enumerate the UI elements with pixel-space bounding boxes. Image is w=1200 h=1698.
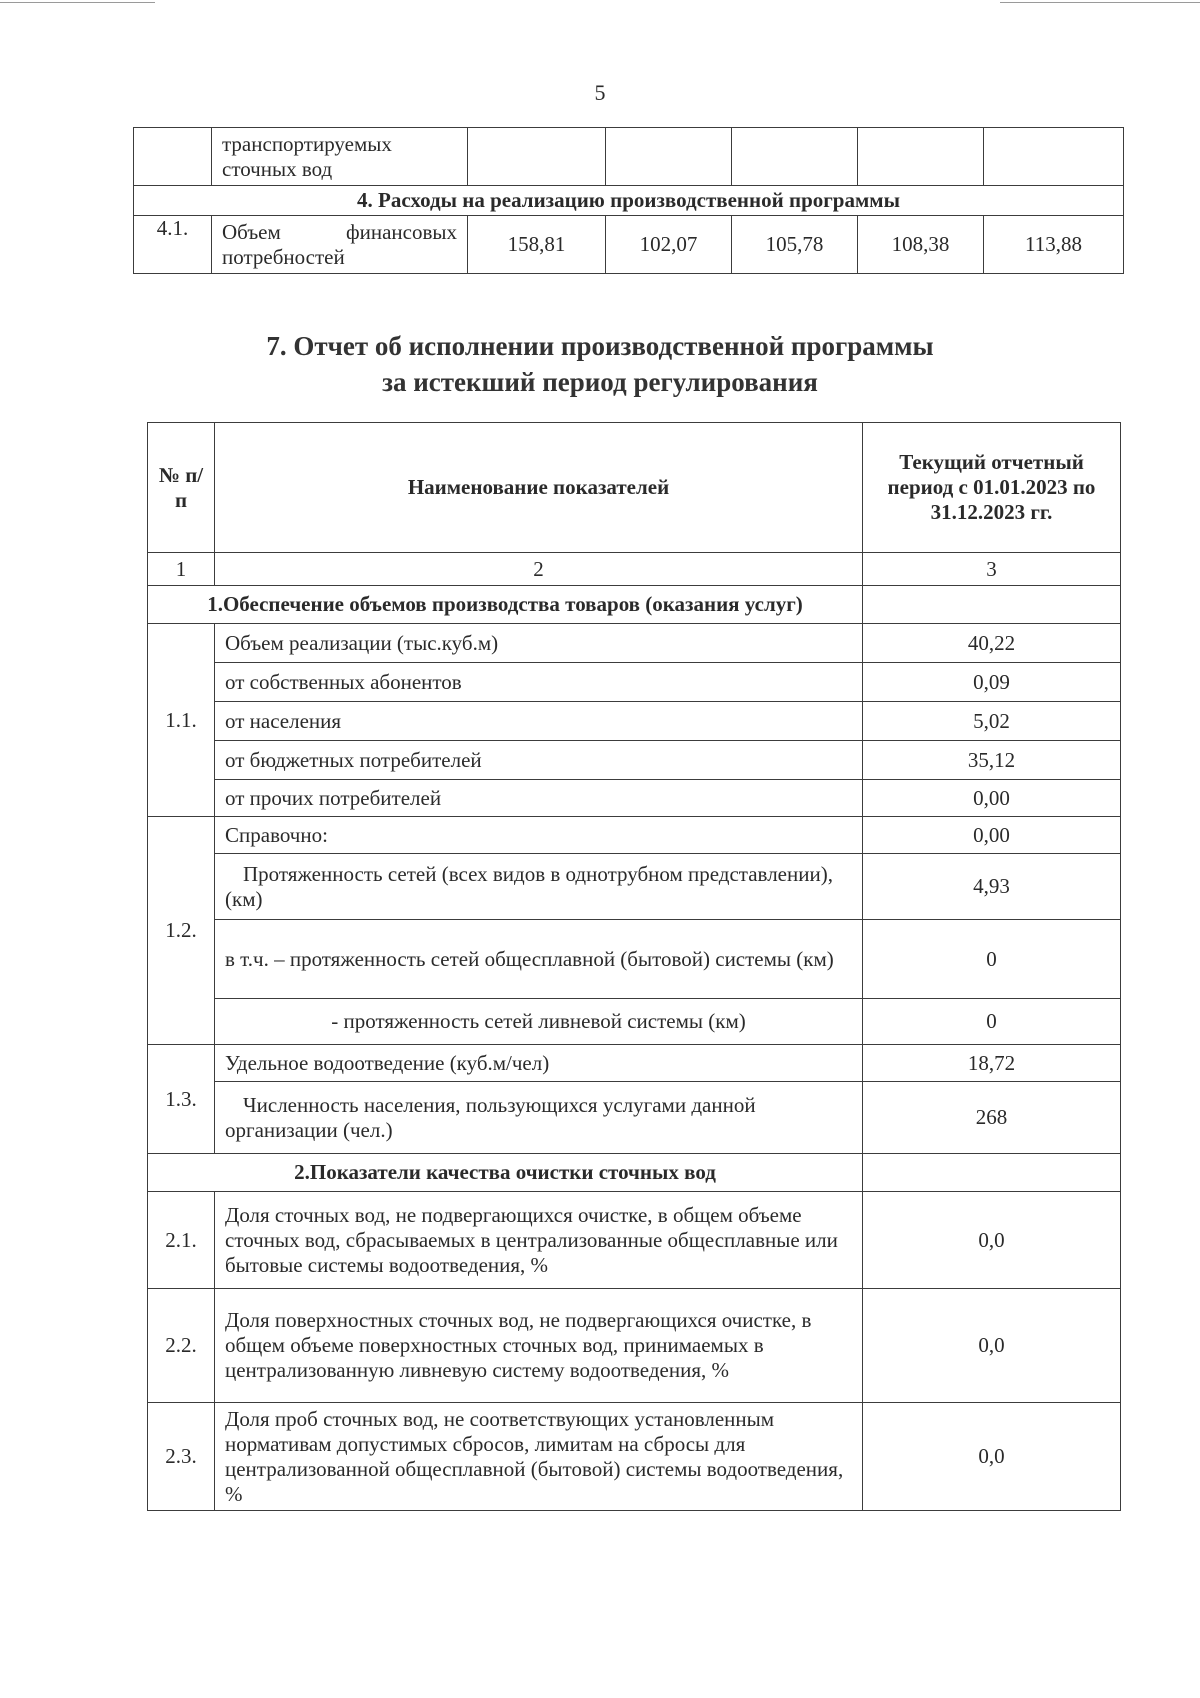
table-row: [148, 1403, 1121, 1511]
name-cell: транспортируемых сточных вод: [212, 128, 468, 186]
table-row: [148, 1082, 1121, 1154]
value-cell: 0,09: [863, 663, 1121, 702]
row-number: 1.1.: [148, 624, 215, 817]
header-name: Наименование показателей: [215, 423, 863, 553]
table-row: [134, 216, 1124, 274]
value-cell: 0,0: [863, 1289, 1121, 1403]
name-cell: Протяженность сетей (всех видов в однотрубном представлении), (км): [215, 854, 863, 920]
table-row: [148, 1192, 1121, 1289]
name-cell: Численность населения, пользующихся услугами данной организации (чел.): [215, 1082, 863, 1154]
column-number-row: [148, 553, 1121, 586]
name-cell: Доля проб сточных вод, не соответствующих установленным нормативам допустимых сбросов, лимитам на сбросы для централизованной общесплавной (бытовой) системы водоотведения, %: [215, 1403, 863, 1511]
name-cell: от бюджетных потребителей: [215, 741, 863, 780]
name-cell: - протяженность сетей ливневой системы (км): [215, 999, 863, 1045]
value-cell: [984, 128, 1124, 186]
row-number: 4.1.: [134, 216, 212, 274]
table-row: [148, 780, 1121, 817]
name-cell: от прочих потребителей: [215, 780, 863, 817]
value-cell: 0: [863, 999, 1121, 1045]
table-row: [148, 624, 1121, 663]
section-header-row: [148, 586, 1121, 624]
name-cell: Объем финансовых потребностей: [212, 216, 468, 274]
name-cell: от населения: [215, 702, 863, 741]
table-row: [148, 663, 1121, 702]
name-cell: Справочно:: [215, 817, 863, 854]
value-cell: 158,81: [468, 216, 606, 274]
report-table: [147, 422, 1121, 1511]
name-cell: Объем реализации (тыс.куб.м): [215, 624, 863, 663]
col-number: 2: [215, 553, 863, 586]
value-cell: 18,72: [863, 1045, 1121, 1082]
row-number: 2.3.: [148, 1403, 215, 1511]
value-cell: 4,93: [863, 854, 1121, 920]
value-cell: [468, 128, 606, 186]
name-cell: в т.ч. – протяженность сетей общесплавной (бытовой) системы (км): [215, 920, 863, 999]
value-cell: 102,07: [606, 216, 732, 274]
num-cell: [134, 128, 212, 186]
row-number: 1.2.: [148, 817, 215, 1045]
table-row: [148, 817, 1121, 854]
value-cell: 0,0: [863, 1403, 1121, 1511]
header-num: № п/п: [148, 423, 215, 553]
value-cell: 0,00: [863, 817, 1121, 854]
value-cell: 0,0: [863, 1192, 1121, 1289]
value-cell: 35,12: [863, 741, 1121, 780]
page-number: 5: [594, 80, 606, 105]
name-cell: Удельное водоотведение (куб.м/чел): [215, 1045, 863, 1082]
name-cell: Доля сточных вод, не подвергающихся очистке, в общем объеме сточных вод, сбрасываемых в централизованные общесплавные или бытовые системы водоотведения, %: [215, 1192, 863, 1289]
value-cell: 0: [863, 920, 1121, 999]
value-cell: [606, 128, 732, 186]
empty-cell: [863, 1154, 1121, 1192]
table-row: [148, 1045, 1121, 1082]
table-row: [148, 854, 1121, 920]
value-cell: 108,38: [858, 216, 984, 274]
header-period: Текущий отчетный период с 01.01.2023 по 31.12.2023 гг.: [863, 423, 1121, 553]
table-row: [148, 999, 1121, 1045]
value-cell: [732, 128, 858, 186]
col-number: 3: [863, 553, 1121, 586]
name-cell: от собственных абонентов: [215, 663, 863, 702]
value-cell: 0,00: [863, 780, 1121, 817]
table-row: [134, 128, 1124, 186]
row-number: 2.2.: [148, 1289, 215, 1403]
section4-title: 4. Расходы на реализацию производственной программы: [134, 186, 1124, 216]
value-cell: 268: [863, 1082, 1121, 1154]
value-cell: 105,78: [732, 216, 858, 274]
table-row: [148, 920, 1121, 999]
row-number: 1.3.: [148, 1045, 215, 1154]
table-row: [148, 1289, 1121, 1403]
scan-edge-left: [0, 2, 155, 3]
empty-cell: [863, 586, 1121, 624]
scan-edge-right: [1000, 2, 1200, 3]
header-row: [148, 423, 1121, 553]
row-number: 2.1.: [148, 1192, 215, 1289]
section1-title: 1.Обеспечение объемов производства товаров (оказания услуг): [148, 586, 863, 624]
production-program-table: [133, 127, 1124, 274]
section7-title: 7. Отчет об исполнении производственной программы за истекший период регулирования: [266, 331, 934, 397]
value-cell: 113,88: [984, 216, 1124, 274]
col-number: 1: [148, 553, 215, 586]
value-cell: 5,02: [863, 702, 1121, 741]
table-row: [148, 741, 1121, 780]
name-cell: Доля поверхностных сточных вод, не подвергающихся очистке, в общем объеме поверхностных сточных вод, принимаемых в централизованную ливневую систему водоотведения, %: [215, 1289, 863, 1403]
value-cell: [858, 128, 984, 186]
value-cell: 40,22: [863, 624, 1121, 663]
section-header-row: [148, 1154, 1121, 1192]
table-row: [148, 702, 1121, 741]
section-header-row: [134, 186, 1124, 216]
section2-title: 2.Показатели качества очистки сточных вод: [148, 1154, 863, 1192]
